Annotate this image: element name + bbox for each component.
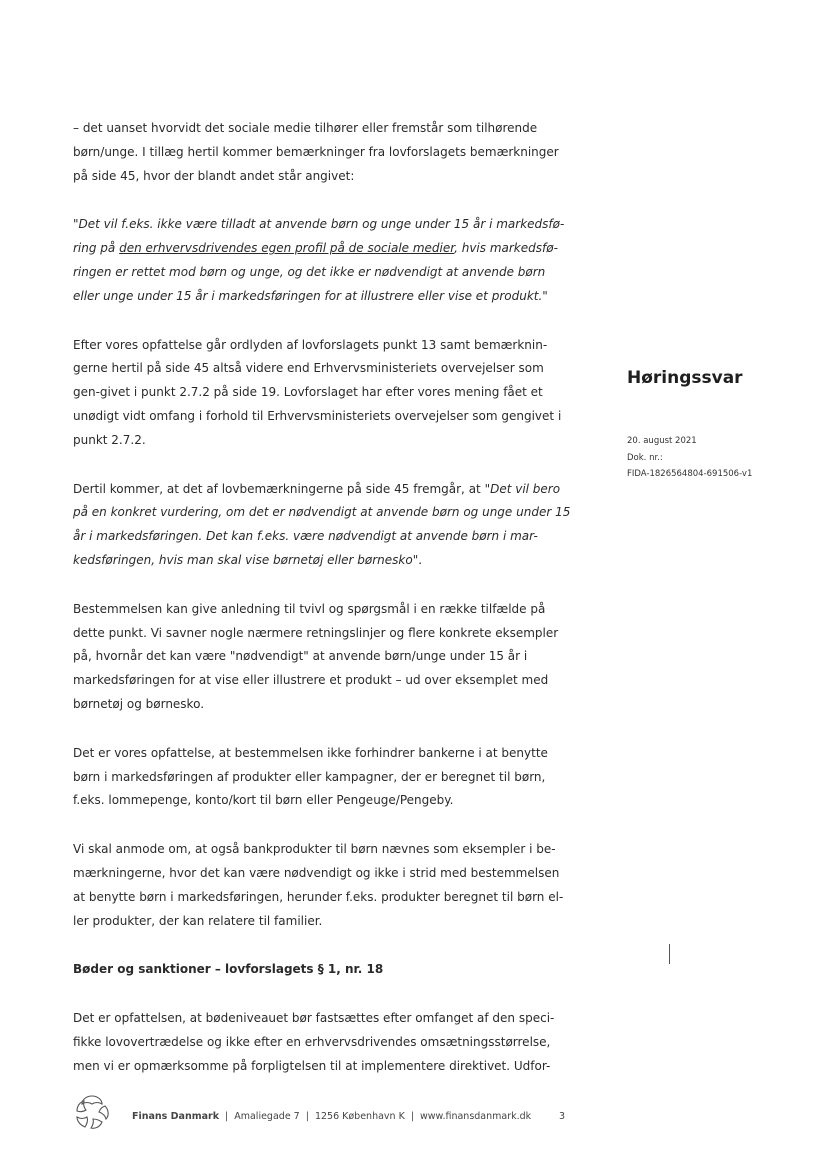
paragraph-intro: – det uanset hvorvidt det sociale medie tilhører eller fremstår som tilhørende børn/unge. I tillæg hertil kommer bemærkninger fra lovforslagets bemærkninger på side 45, hvor der blandt andet står angivet: <box>73 121 559 183</box>
paragraph-fines: Det er opfattelsen, at bødeniveauet bør fastsættes efter omfanget af den speci-fikke lovovertrædelse og ikke efter en erhvervsdrivendes omsætningsstørrelse, men vi er opmærksomme på forpligtelsen til at implementere direktivet. Udfor- <box>73 1011 555 1073</box>
footer-separator: | <box>225 1111 229 1122</box>
document-body <box>73 117 573 1079</box>
footer-separator: | <box>410 1111 415 1122</box>
page-number: 3 <box>559 1111 566 1122</box>
footer-text <box>132 1111 531 1122</box>
document-number-label: Dok. nr.: <box>627 452 663 463</box>
quote-underlined-text: den erhvervsdrivendes egen profil på de sociale medier <box>119 241 455 256</box>
footer-brand: Finans Danmark <box>132 1111 220 1122</box>
paragraph-banks: Det er vores opfattelse, at bestemmelsen ikke forhindrer bankerne i at benytte børn i markedsføringen af produkter eller kampagner, der er beregnet til børn, f.eks. lommepenge, konto/kort til børn eller Pengeuge/Pengeby. <box>73 745 548 808</box>
document-meta <box>627 433 752 483</box>
paragraph-remarks <box>73 478 573 573</box>
quote-text-start: "Det vil f.eks. ikke være tilladt at anvende børn og unge under 15 år i markedsfø-ring på <box>73 217 565 256</box>
remarks-text-end: . <box>418 552 423 567</box>
remarks-quote: "Det vil bero på en konkret vurdering, om det er nødvendigt at anvende børn og unge under 15 år i markedsføringen. Det kan f.eks. være nødvendigt at anvende børn i mar-kedsføringen, hvis man skal vise børnetøj eller børnesko" <box>73 481 571 567</box>
paragraph-uncertainty: Bestemmelsen kan give anledning til tvivl og spørgsmål i en række tilfælde på dette punkt. Vi savner nogle nærmere retningslinjer og flere konkrete eksempler på, hvornår det kan være "nødvendigt" at anvende børn/unge under 15 år i markedsføringen for at vise eller illustrere et produkt – ud over eksemplet med børnetøj og børnesko. <box>73 601 559 711</box>
footer-website-link[interactable]: www.finansdanmark.dk <box>420 1111 532 1122</box>
finans-danmark-logo-icon <box>72 1092 112 1132</box>
paragraph-request: Vi skal anmode om, at også bankprodukter til børn nævnes som eksempler i be-mærkningerne, hvor det kan være nødvendigt og ikke i strid med bestemmelsen at benytte børn i markedsføringen, herunder f.eks. produkter beregnet til børn el-ler produkter, der kan relatere til familier. <box>73 842 564 928</box>
footer-address: Amaliegade 7 <box>234 1111 300 1122</box>
footer-separator: | <box>305 1111 309 1122</box>
paragraph-scope: Efter vores opfattelse går ordlyden af lovforslagets punkt 13 samt bemærknin-gerne hertil på side 45 altså videre end Erhvervsministeriets overvejelser som gen-givet i punkt 2.7.2 på side 19. Lovforslaget har efter vores mening fået et unødigt vidt omfang i forhold til Erhvervsministeriets overvejelser som gengivet i punkt 2.7.2. <box>73 337 562 447</box>
remarks-text-start: Dertil kommer, at det af lovbemærkningerne på side 45 fremgår, at <box>73 481 485 496</box>
quote-paragraph <box>73 213 573 308</box>
quote-text-end: , hvis markedsfø-ringen er rettet mod børn og unge, og det ikke er nødvendigt at anvende børn eller unge under 15 år i markedsføringen for at illustrere eller vise et produkt." <box>73 241 558 303</box>
document-type-title: Høringssvar <box>627 368 743 388</box>
document-number: FIDA-1826564804-691506-v1 <box>627 469 753 479</box>
page-footer <box>72 1092 572 1142</box>
footer-city: 1256 København K <box>314 1111 405 1122</box>
section-heading: Bøder og sanktioner – lovforslagets § 1, nr. 18 <box>73 962 384 977</box>
document-date: 20. august 2021 <box>627 436 697 446</box>
margin-mark <box>669 944 670 964</box>
